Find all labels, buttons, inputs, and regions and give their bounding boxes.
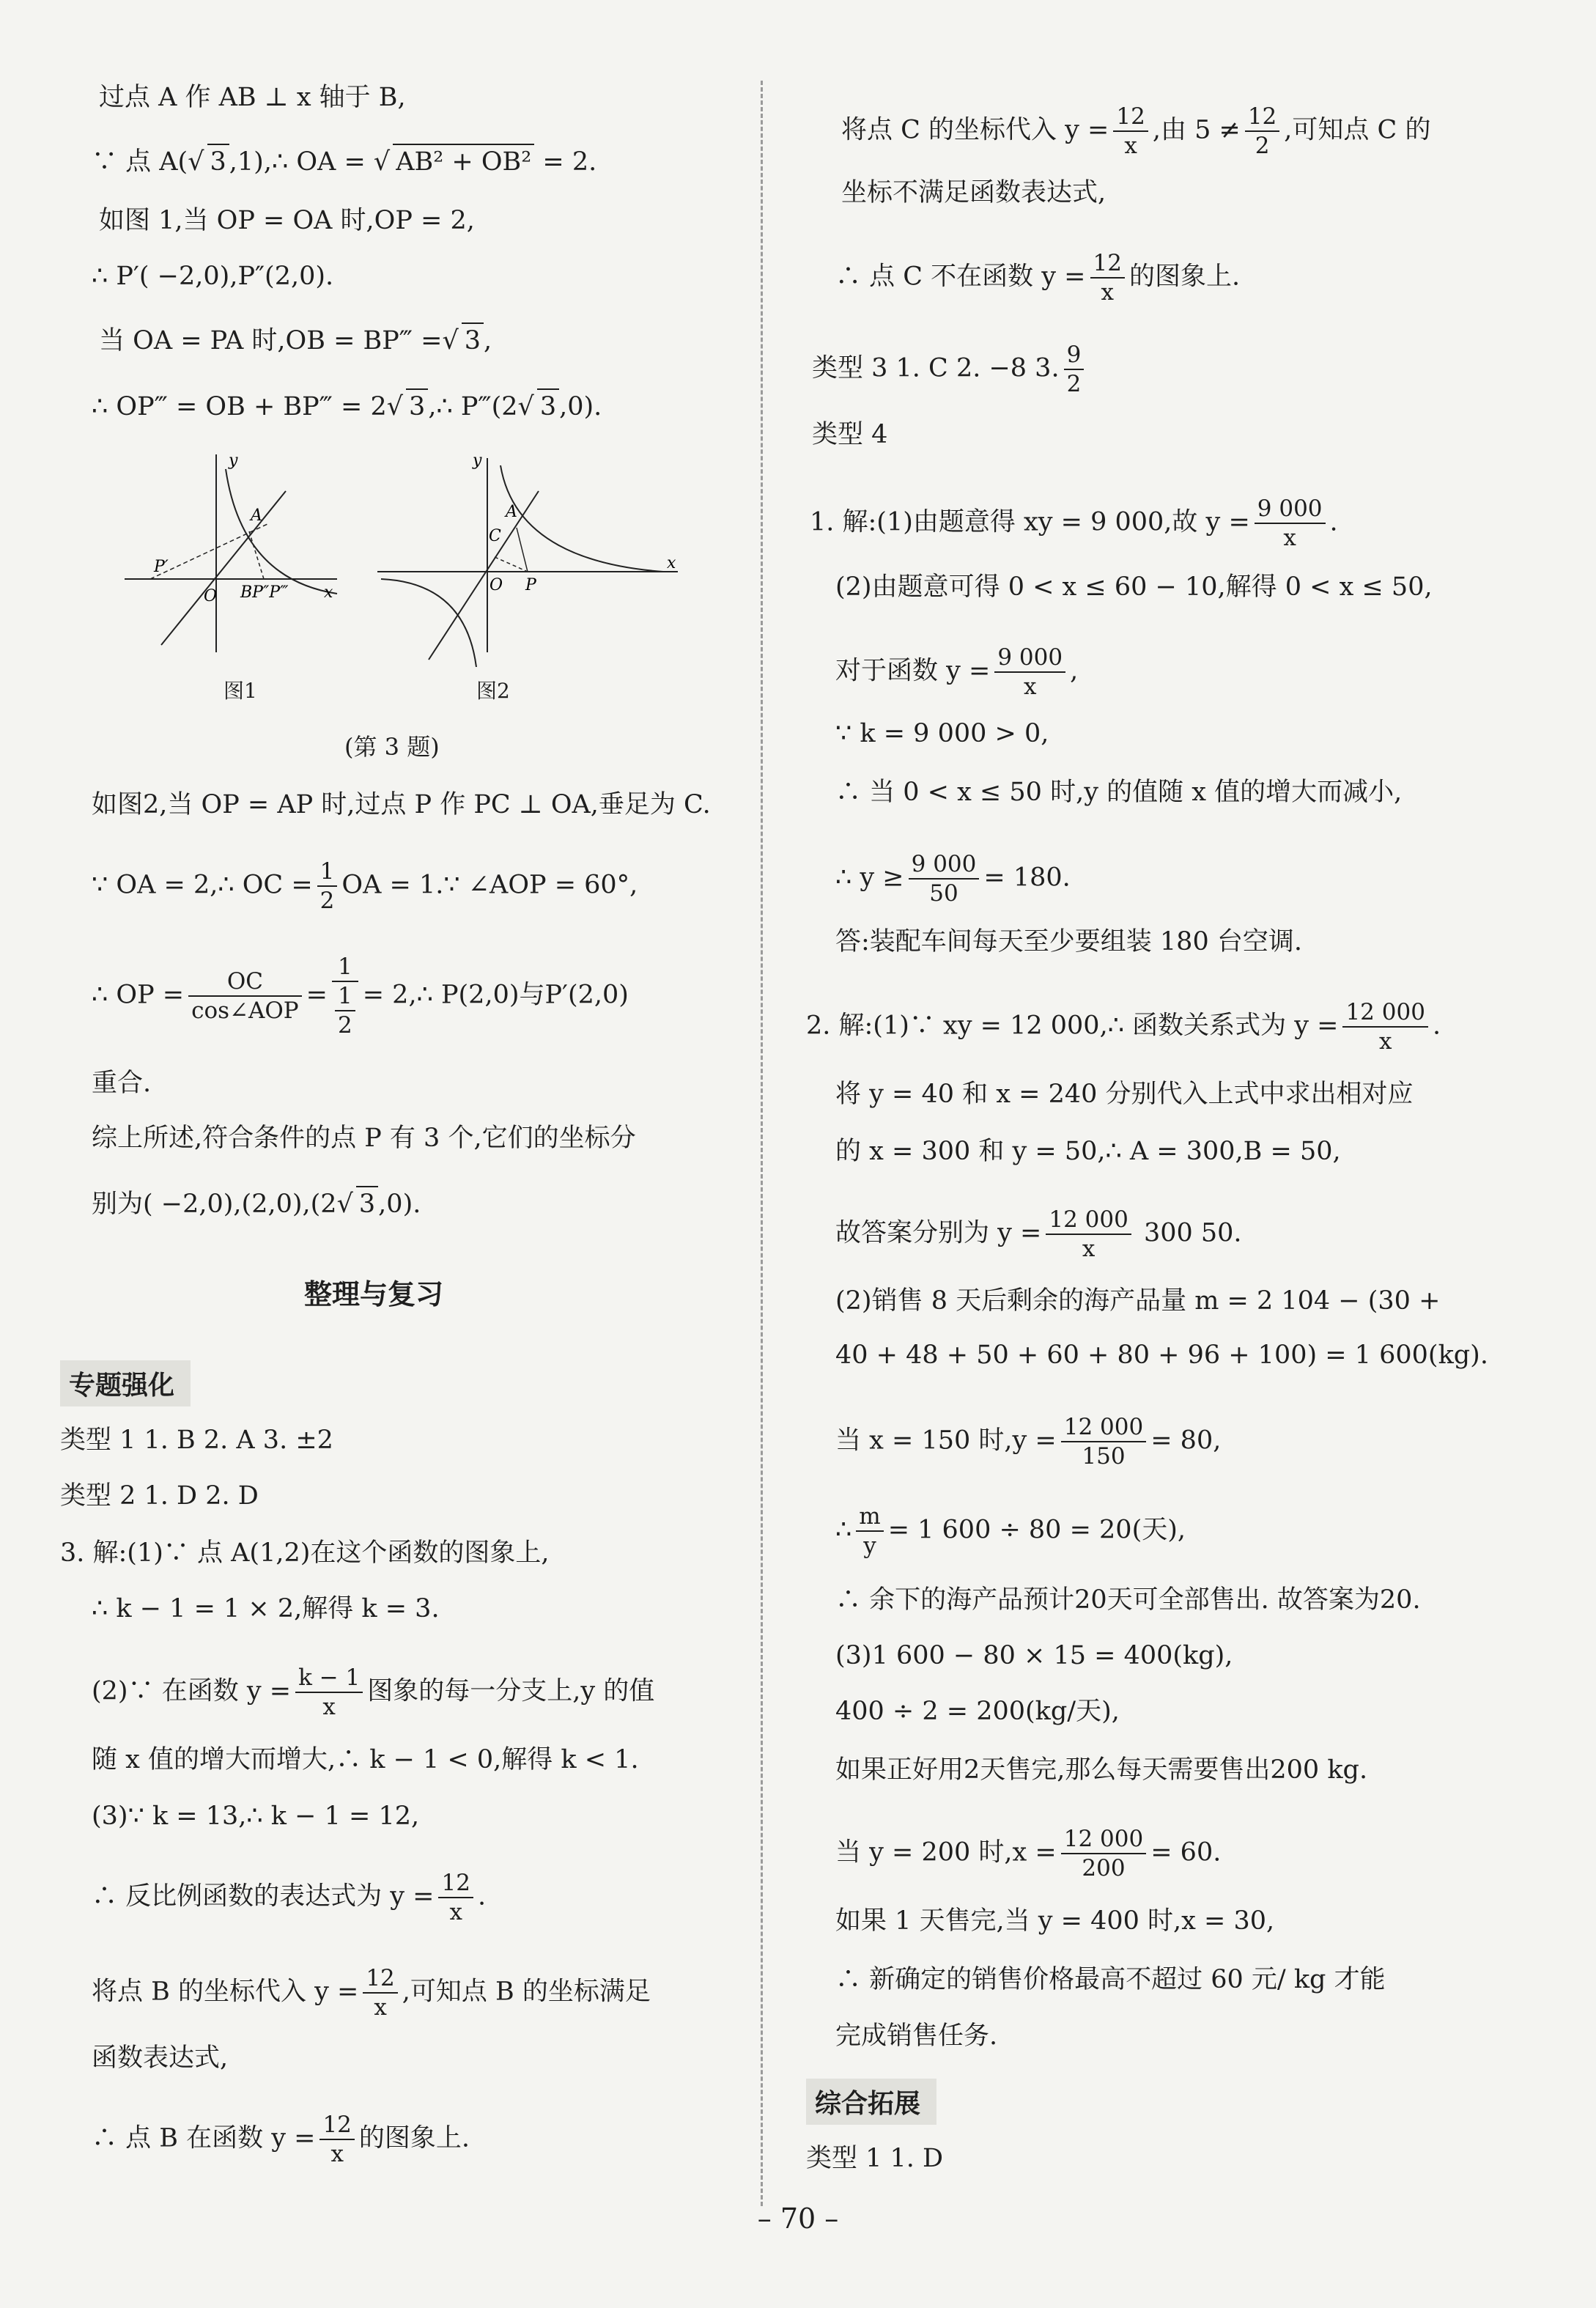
section-heading-comprehensive-extension: 综合拓展	[806, 2079, 936, 2125]
right-line-16: 故答案分别为 y = $\frac{12 000}{x}$ 300 50.	[835, 1206, 1242, 1262]
solution-line-9: ∴ 点 B 在函数 y = $\frac{12}{x}$ 的图象上.	[92, 2112, 470, 2167]
right-line-9: ∵ k = 9 000 > 0,	[835, 719, 1049, 748]
line-9: ∴ OP = OC cos∠AOP = $\frac{1}{\frac{1}{2}}$ = 2,∴ P(2,0)与P′(2,0)	[92, 954, 629, 1039]
line-4: ∴ P′( −2,0),P″(2,0).	[92, 262, 334, 291]
section-title: 整理与复习	[304, 1278, 444, 1310]
right-line-7: (2)由题意可得 0 < x ≤ 60 − 10,解得 0 < x ≤ 50,	[835, 572, 1433, 602]
column-divider	[761, 81, 763, 2206]
svg-text:BP″P‴: BP″P‴	[240, 583, 289, 602]
right-line-28: 完成销售任务.	[835, 2021, 998, 2051]
line-3: 如图 1,当 OP = OA 时,OP = 2,	[99, 206, 475, 235]
right-line-20: ∴ $\frac{m}{y}$ = 1 600 ÷ 80 = 20(天),	[835, 1503, 1186, 1559]
page-number: – 70 –	[757, 2202, 839, 2235]
svg-text:P′: P′	[154, 558, 169, 576]
right-line-25: 当 y = 200 时,x = $\frac{12 000}{200}$ = 60.	[835, 1826, 1222, 1881]
svg-text:C: C	[489, 527, 501, 545]
right-line-13: 2. 解:(1)∵ xy = 12 000,∴ 函数关系式为 y = $\frac{12 000}{x}$ .	[806, 999, 1441, 1055]
line-12: 别为( −2,0),(2,0),(2√ 3 ,0).	[92, 1186, 421, 1221]
solution-line-8: 函数表达式,	[92, 2043, 229, 2073]
svg-text:O: O	[489, 576, 503, 594]
solution-line-1: 3. 解:(1)∵ 点 A(1,2)在这个函数的图象上,	[60, 1538, 550, 1568]
svg-text:O: O	[204, 587, 218, 605]
line-2: ∵ 点 A(√ 3 ,1),∴ OA = √ AB² + OB² = 2.	[92, 144, 596, 179]
svg-text:x: x	[667, 554, 676, 572]
figure-1-label: 图1	[223, 679, 257, 703]
right-line-10: ∴ 当 0 < x ≤ 50 时,y 的值随 x 值的增大而减小,	[835, 778, 1403, 807]
line-1: 过点 A 作 AB ⊥ x 轴于 B,	[99, 83, 406, 112]
answer-extension-type-1: 类型 1 1. D	[806, 2144, 944, 2173]
right-line-23: 400 ÷ 2 = 200(kg/天),	[835, 1697, 1120, 1726]
solution-line-2: ∴ k − 1 = 1 × 2,解得 k = 3.	[92, 1594, 440, 1623]
right-line-21: ∴ 余下的海产品预计20天可全部售出. 故答案为20.	[835, 1585, 1421, 1615]
svg-text:P: P	[525, 576, 536, 594]
right-line-6: 1. 解:(1)由题意得 xy = 9 000,故 y = $\frac{9 000}{x}$ .	[810, 495, 1338, 551]
line-11: 综上所述,符合条件的点 P 有 3 个,它们的坐标分	[92, 1124, 636, 1153]
svg-text:y: y	[229, 451, 238, 470]
right-line-27: ∴ 新确定的销售价格最高不超过 60 元/ kg 才能	[835, 1965, 1386, 1994]
section-heading-topic-reinforcement: 专题强化	[60, 1360, 191, 1406]
svg-text:y: y	[473, 451, 482, 470]
svg-text:A: A	[251, 506, 262, 525]
right-line-12: 答:装配车间每天至少要组装 180 台空调.	[835, 927, 1302, 956]
svg-text:x: x	[324, 583, 333, 602]
right-line-1: 将点 C 的坐标代入 y = $\frac{12}{x}$ ,由 5 ≠ $\frac{12}{2}$ ,可知点 C 的	[841, 103, 1431, 159]
answer-type-3: 类型 3 1. C 2. −8 3. $\frac{9}{2}$	[812, 341, 1088, 398]
right-line-26: 如果 1 天售完,当 y = 400 时,x = 30,	[835, 1906, 1275, 1936]
right-line-11: ∴ y ≥ $\frac{9 000}{50}$ = 180.	[835, 851, 1071, 907]
line-6: ∴ OP‴ = OB + BP‴ = 2√ 3 ,∴ P‴(2√ 3 ,0).	[92, 388, 602, 424]
right-line-18: 40 + 48 + 50 + 60 + 80 + 96 + 100) = 1 600(kg).	[835, 1341, 1488, 1370]
solution-line-4: 随 x 值的增大而增大,∴ k − 1 < 0,解得 k < 1.	[92, 1745, 639, 1774]
answer-type-1: 类型 1 1. B 2. A 3. ±2	[60, 1426, 333, 1455]
right-line-15: 的 x = 300 和 y = 50,∴ A = 300,B = 50,	[835, 1137, 1341, 1166]
answer-type-4-heading: 类型 4	[812, 420, 888, 449]
right-line-17: (2)销售 8 天后剩余的海产品量 m = 2 104 − (30 +	[835, 1286, 1441, 1316]
right-line-24: 如果正好用2天售完,那么每天需要售出200 kg.	[835, 1755, 1368, 1785]
line-7: 如图2,当 OP = AP 时,过点 P 作 PC ⊥ OA,垂足为 C.	[92, 790, 711, 819]
right-line-3: ∴ 点 C 不在函数 y = $\frac{12}{x}$ 的图象上.	[835, 250, 1241, 306]
right-line-19: 当 x = 150 时,y = $\frac{12 000}{150}$ = 80,	[835, 1414, 1222, 1470]
solution-line-7: 将点 B 的坐标代入 y = $\frac{12}{x}$ ,可知点 B 的坐标满足	[92, 1965, 651, 2021]
figure-2-graph	[370, 447, 692, 667]
line-8: ∵ OA = 2,∴ OC = $\frac{1}{2}$ OA = 1.∵ ∠AOP = 60°,	[92, 858, 638, 914]
right-line-22: (3)1 600 − 80 × 15 = 400(kg),	[835, 1641, 1233, 1670]
solution-line-6: ∴ 反比例函数的表达式为 y = $\frac{12}{x}$ .	[92, 1870, 487, 1925]
right-line-14: 将 y = 40 和 x = 240 分别代入上式中求出相对应	[835, 1080, 1414, 1109]
right-line-2: 坐标不满足函数表达式,	[841, 178, 1107, 207]
figure-1-graph	[117, 447, 352, 660]
figure-caption: (第 3 题)	[344, 733, 440, 761]
solution-line-3: (2)∵ 在函数 y = $\frac{k - 1}{x}$ 图象的每一分支上,y 的值	[92, 1664, 655, 1720]
line-5: 当 OA = PA 时,OB = BP‴ =√ 3 ,	[99, 322, 492, 358]
line-10: 重合.	[92, 1069, 152, 1098]
figure-2-label: 图2	[476, 679, 510, 703]
solution-line-5: (3)∵ k = 13,∴ k − 1 = 12,	[92, 1802, 420, 1831]
svg-text:A: A	[506, 503, 517, 521]
answer-type-2: 类型 2 1. D 2. D	[60, 1481, 259, 1511]
right-line-8: 对于函数 y = $\frac{9 000}{x}$ ,	[835, 644, 1079, 700]
